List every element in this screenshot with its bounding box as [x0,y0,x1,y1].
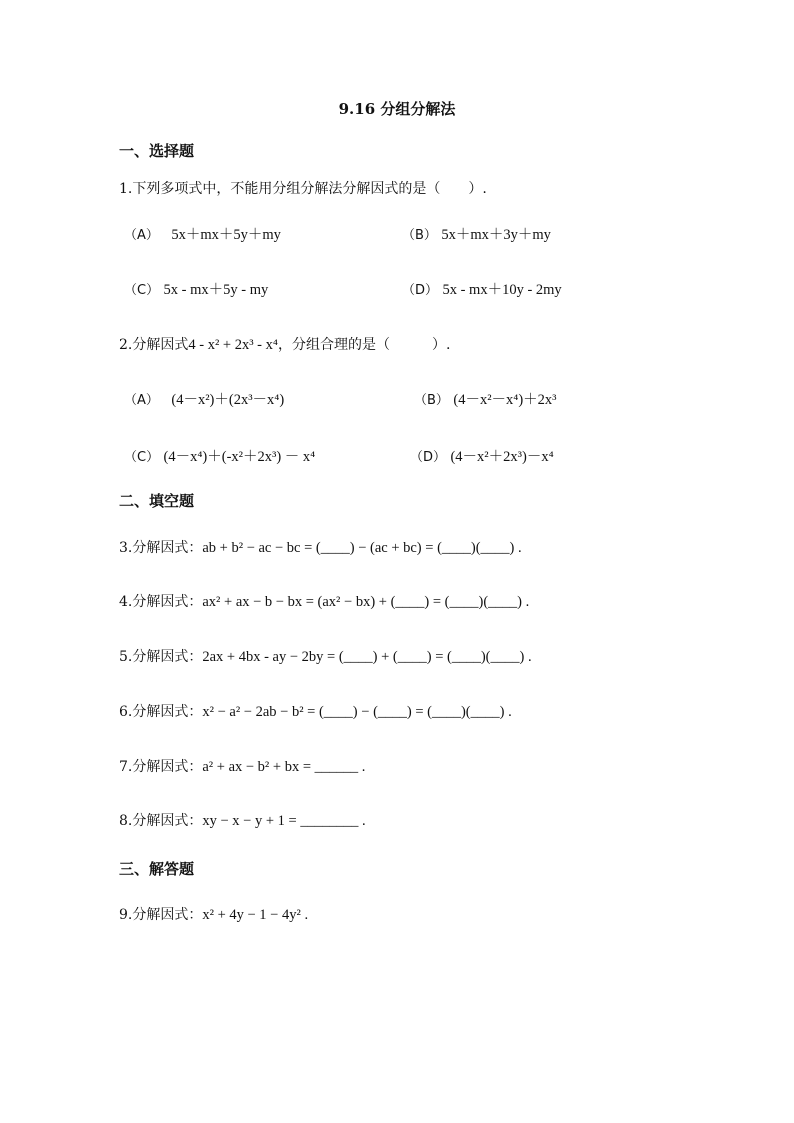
question-expression: 2ax + 4bx - ay − 2by = (____) + (____) = (____)(____) . [202,649,532,665]
q2-suffix: ，分组合理的是（ ）. [277,337,451,353]
question-4 [119,591,529,611]
question-5 [119,646,532,666]
question-expression: ab + b² − ac − bc = (____) − (ac + bc) = (____)(____) . [202,540,522,556]
option-expression: (4－x²－x⁴)＋2x³ [453,392,557,408]
option-label: （D） [410,450,447,465]
option-expression: 5x＋mx＋3y＋my [441,227,551,243]
question-8 [119,810,366,830]
section-heading-solve: 三、解答题 [119,860,195,878]
option-label: （B） [414,393,449,408]
option-expression: 5x - mx＋5y - my [163,282,269,298]
q1-option-a [124,223,281,244]
q2-prefix: 2.分解因式 [119,337,189,353]
option-label: （A） [124,393,159,408]
option-expression: 5x＋mx＋5y＋my [171,227,281,243]
question-number: 9.分解因式： [119,907,203,923]
q1-option-c [124,278,268,299]
option-label: （C） [124,450,160,465]
question-2-stem [119,334,450,354]
q2-option-a [124,388,284,409]
question-number: 4.分解因式： [119,594,203,610]
option-expression: (4－x²)＋(2x³－x⁴) [171,392,285,408]
question-expression: a² + ax − b² + bx = ______ . [202,759,366,775]
question-9 [119,904,308,924]
q2-expression: 4 - x² + 2x³ - x⁴ [188,337,278,353]
q2-option-d [410,445,554,466]
question-number: 8.分解因式： [119,813,203,829]
option-label: （A） [124,228,159,243]
question-1-stem: 1.下列多项式中，不能用分组分解法分解因式的是（ ）. [119,181,487,197]
question-expression: x² + 4y − 1 − 4y² . [202,907,309,923]
section-heading-fill: 二、填空题 [119,492,195,510]
option-expression: 5x - mx＋10y - 2my [442,282,562,298]
q2-option-b [414,388,557,409]
question-expression: ax² + ax − b − bx = (ax² − bx) + (____) = (____)(____) . [202,594,530,610]
question-7 [119,756,365,776]
question-3 [119,537,522,557]
option-label: （D） [402,283,439,298]
option-expression: (4－x²＋2x³)－x⁴ [450,449,554,465]
question-number: 6.分解因式： [119,704,203,720]
question-number: 7.分解因式： [119,759,203,775]
option-label: （C） [124,283,160,298]
option-label: （B） [402,228,437,243]
q1-option-d [402,278,562,299]
question-6 [119,701,512,721]
q1-option-b [402,223,551,244]
question-number: 5.分解因式： [119,649,203,665]
question-expression: xy − x − y + 1 = ________ . [202,813,366,829]
option-expression: (4－x⁴)＋(-x²＋2x³) － x⁴ [163,449,316,465]
question-expression: x² − a² − 2ab − b² = (____) − (____) = (____)(____) . [202,704,512,720]
q2-option-c [124,445,315,466]
page-title: 9.16 分组分解法 [338,100,456,118]
section-heading-choice: 一、选择题 [119,142,195,160]
question-number: 3.分解因式： [119,540,203,556]
